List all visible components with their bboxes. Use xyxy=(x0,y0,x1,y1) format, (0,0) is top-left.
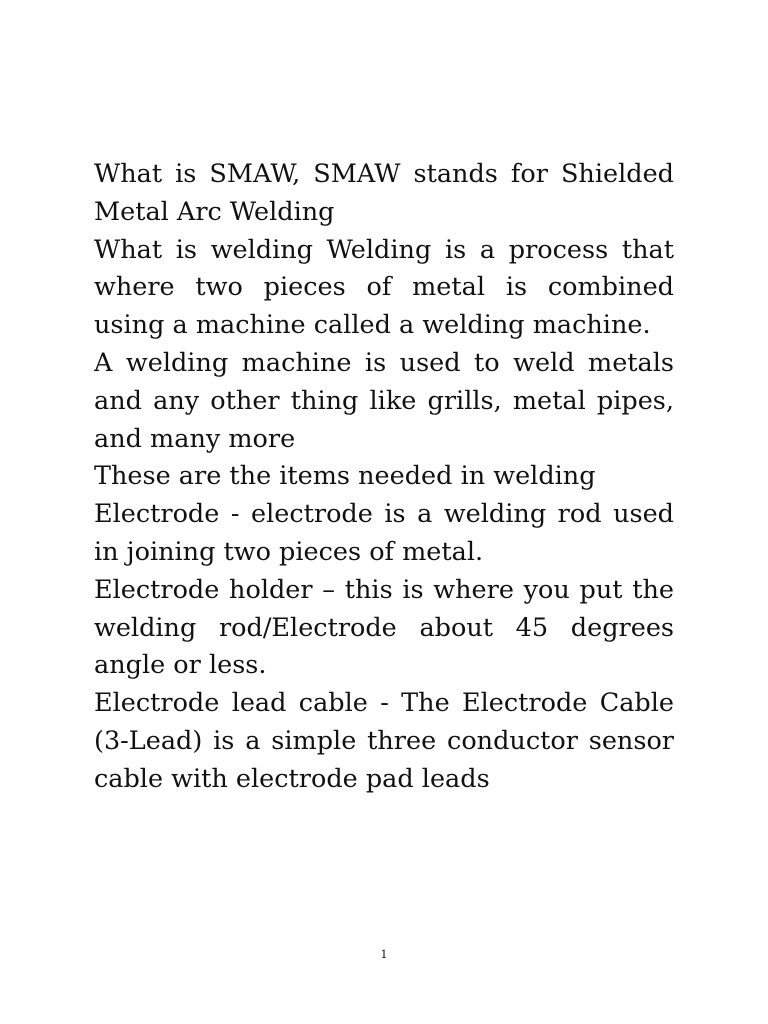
paragraph-electrode-lead-cable: Electrode lead cable - The Electrode Cable (3-Lead) is a simple three conductor sensor cable with electrode pad leads xyxy=(94,688,674,794)
paragraph-electrode: Electrode - electrode is a welding rod used in joining two pieces of metal. xyxy=(94,499,674,567)
paragraph-welding-definition: What is welding Welding is a process that where two pieces of metal is combined using a machine called a welding machine. xyxy=(94,234,674,341)
paragraph-smaw-definition: What is SMAW, SMAW stands for Shielded Metal Arc Welding xyxy=(94,159,674,227)
body-text xyxy=(94,156,674,799)
page-number: 1 xyxy=(380,948,388,961)
paragraph-electrode-holder: Electrode holder – this is where you put the welding rod/Electrode about 45 degrees angle or less. xyxy=(94,574,674,681)
paragraph-welding-machine: A welding machine is used to weld metals and any other thing like grills, metal pipes, and many more xyxy=(94,347,674,454)
paragraph-items-needed: These are the items needed in welding xyxy=(94,461,596,492)
